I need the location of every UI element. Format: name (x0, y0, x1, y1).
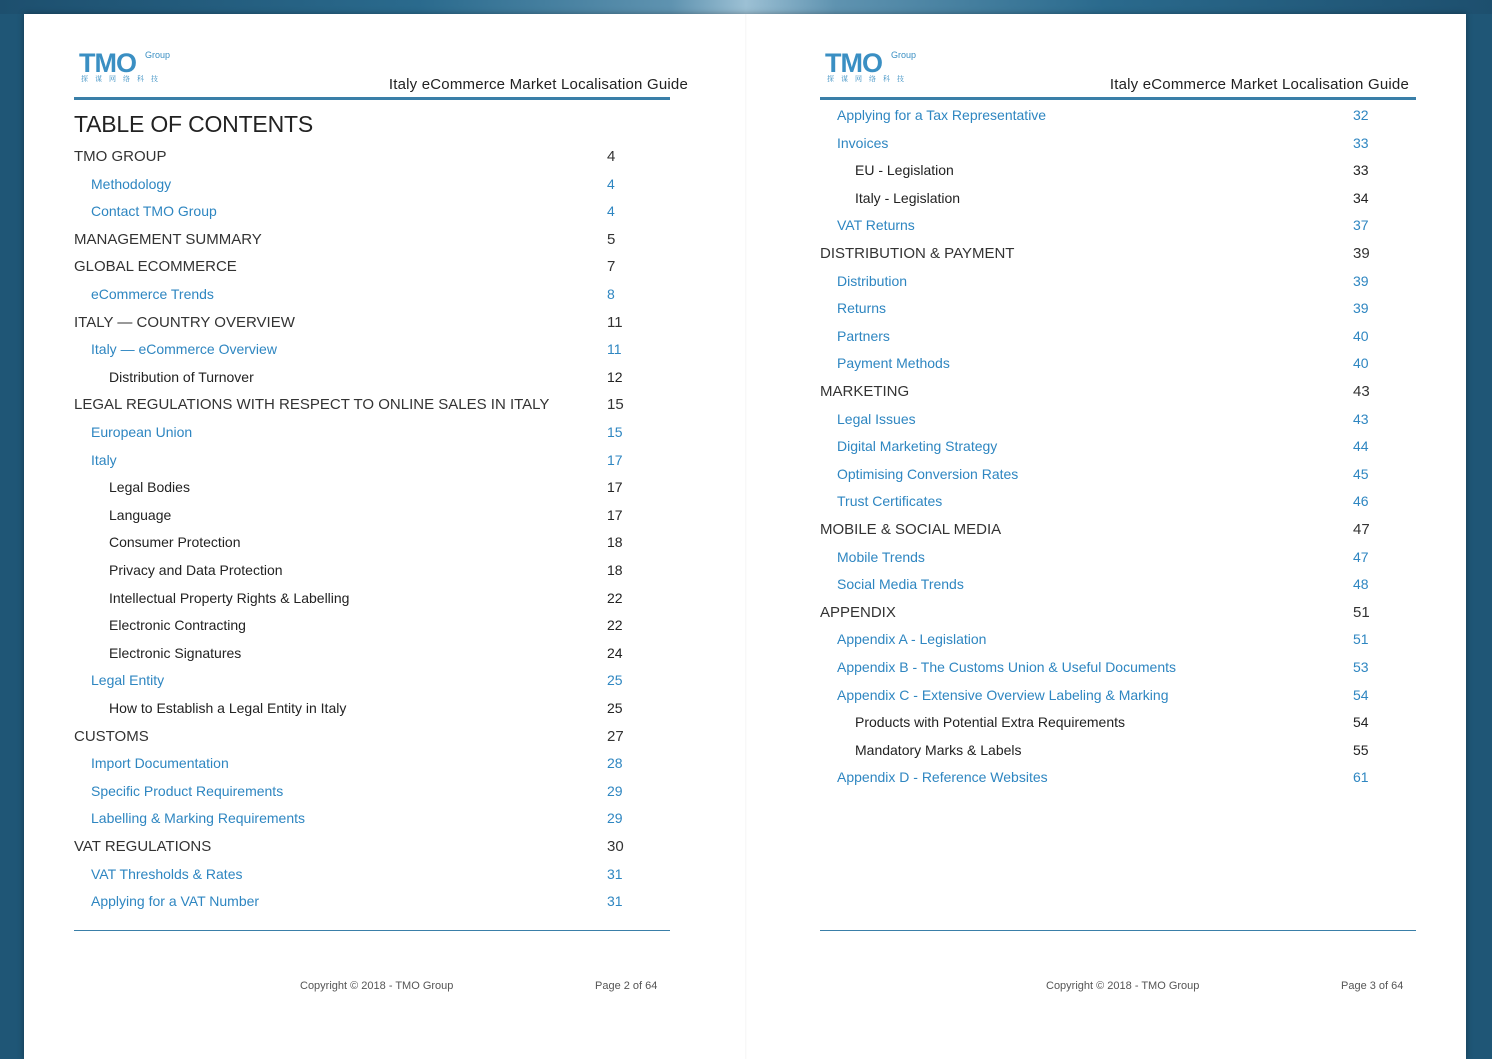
toc-subsection-link[interactable] (745, 411, 1466, 431)
toc-entry-label: Distribution (837, 272, 908, 289)
toc-entry-page: 17 (607, 506, 623, 523)
toc-entry-page: 33 (1353, 162, 1369, 179)
toc-entry-page: 40 (1353, 327, 1369, 344)
toc-entry-label: DISTRIBUTION & PAYMENT (820, 245, 1015, 262)
toc-section-entry (745, 245, 1466, 265)
toc-entry-page: 39 (1353, 300, 1369, 317)
toc-entry-page: 39 (1353, 272, 1369, 289)
page-right (745, 14, 1466, 1059)
toc-subsection-link[interactable] (745, 107, 1466, 127)
toc-entry-label: Applying for a VAT Number (91, 893, 260, 910)
toc-subsection-link[interactable] (745, 493, 1466, 513)
toc-entry-page: 27 (607, 727, 624, 745)
tmo-group-logo (825, 48, 955, 88)
toc-entry-label: Digital Marketing Strategy (837, 438, 998, 455)
toc-entry-page: 46 (1353, 493, 1369, 510)
toc-entry-label: ITALY — COUNTRY OVERVIEW (74, 313, 295, 331)
toc-entry-label: Electronic Signatures (109, 644, 242, 661)
toc-section-entry (24, 258, 745, 278)
toc-entry-page: 29 (607, 782, 623, 799)
toc-entry-label: Applying for a Tax Representative (837, 107, 1047, 123)
toc-entry-page: 24 (607, 644, 623, 661)
toc-entry-label: Appendix B - The Customs Union & Useful Documents (837, 659, 1177, 675)
toc-entry-label: MARKETING (820, 383, 910, 400)
toc-entry-label: Returns (837, 300, 887, 317)
toc-entry-page: 47 (1353, 521, 1370, 538)
toc-entry-page: 61 (1353, 769, 1369, 786)
toc-entry-page: 18 (607, 534, 623, 551)
toc-entry-page: 51 (1353, 603, 1370, 621)
toc-entry-label: Labelling & Marking Requirements (91, 810, 305, 827)
toc-entry-label: Appendix A - Legislation (837, 631, 987, 648)
toc-subsection-link[interactable] (24, 755, 745, 775)
footer-copyright: Copyright © 2018 - TMO Group (1046, 980, 1200, 992)
toc-subsubsection-entry (24, 700, 745, 720)
toc-subsection-link[interactable] (745, 135, 1466, 155)
toc-subsection-link[interactable] (24, 452, 745, 472)
toc-entry-page: 44 (1353, 438, 1369, 455)
toc-entry-label: Trust Certificates (837, 493, 943, 510)
logo-text: TMO (825, 48, 882, 78)
toc-entry-page: 7 (607, 258, 616, 276)
toc-subsection-link[interactable] (745, 466, 1466, 486)
toc-subsubsection-entry (24, 590, 745, 610)
toc-entry-page: 43 (1353, 383, 1370, 400)
toc-subsection-link[interactable] (745, 328, 1466, 348)
toc-entry-page: 17 (607, 451, 623, 468)
toc-entry-label: GLOBAL ECOMMERCE (74, 258, 237, 276)
toc-entry-label: VAT REGULATIONS (74, 838, 212, 855)
toc-section-entry (24, 231, 745, 251)
toc-entry-label: Appendix C - Extensive Overview Labeling & Marking (837, 686, 1169, 703)
toc-subsection-link[interactable] (24, 672, 745, 692)
toc-entry-label: Italy (91, 451, 117, 468)
toc-entry-label: Products with Potential Extra Requirements (855, 714, 1126, 731)
footer-page-number: Page 2 of 64 (595, 980, 658, 992)
page-left (24, 14, 745, 1059)
toc-subsubsection-entry (24, 562, 745, 582)
toc-subsection-link[interactable] (24, 203, 745, 223)
toc-entry-page: 31 (607, 865, 623, 882)
toc-heading: TABLE OF CONTENTS (74, 111, 313, 137)
toc-subsection-link[interactable] (745, 273, 1466, 293)
toc-entry-label: VAT Thresholds & Rates (91, 865, 243, 882)
toc-entry-page: 28 (607, 755, 623, 772)
toc-entry-page: 4 (607, 175, 615, 192)
toc-subsubsection-entry (24, 617, 745, 637)
toc-entry-page: 51 (1353, 631, 1369, 648)
toc-entry-label: Appendix D - Reference Websites (837, 769, 1048, 786)
toc-entry-page: 54 (1353, 686, 1369, 703)
toc-entry-label: VAT Returns (837, 217, 915, 234)
header-rule (74, 97, 670, 100)
toc-section-entry (745, 604, 1466, 624)
toc-entry-page: 15 (607, 396, 624, 414)
toc-entry-label: Distribution of Turnover (109, 368, 254, 385)
header-guide-title: Italy eCommerce Market Localisation Guide (388, 76, 688, 93)
toc-entry-page: 5 (607, 230, 616, 248)
toc-entry-page: 47 (1353, 548, 1369, 565)
toc-entry-page: 48 (1353, 576, 1369, 593)
toc-entry-label: Contact TMO Group (91, 203, 217, 220)
toc-entry-page: 45 (1353, 465, 1369, 482)
toc-entry-label: Intellectual Property Rights & Labelling (109, 589, 350, 606)
toc-subsection-link[interactable] (24, 866, 745, 886)
toc-entry-label: Electronic Contracting (109, 617, 246, 634)
toc-entry-page: 34 (1353, 189, 1369, 206)
toc-entry-label: Partners (837, 327, 890, 344)
toc-entry-label: MANAGEMENT SUMMARY (74, 230, 262, 248)
logo-text: TMO (79, 48, 136, 78)
toc-subsection-link[interactable] (745, 549, 1466, 569)
toc-subsection-link[interactable] (24, 893, 745, 913)
toc-subsubsection-entry (24, 479, 745, 499)
toc-subsection-link[interactable] (745, 576, 1466, 596)
header-rule (820, 97, 1416, 100)
toc-entry-label: CUSTOMS (74, 727, 149, 745)
toc-entry-page: 43 (1353, 410, 1369, 427)
toc-entry-label: Import Documentation (91, 755, 229, 772)
toc-entry-label: Italy - Legislation (855, 189, 961, 206)
toc-entry-page: 39 (1353, 245, 1370, 262)
toc-subsubsection-entry (745, 714, 1466, 734)
toc-entry-page: 33 (1353, 134, 1369, 151)
toc-entry-page: 37 (1353, 217, 1369, 234)
toc-subsection-link[interactable] (24, 783, 745, 803)
toc-section-entry (24, 838, 745, 858)
toc-entry-label: LEGAL REGULATIONS WITH RESPECT TO ONLINE SALES IN ITALY (74, 396, 550, 414)
top-window-strip (0, 0, 1492, 14)
toc-subsubsection-entry (745, 162, 1466, 182)
toc-entry-label: Legal Entity (91, 672, 165, 689)
logo-group-text: Group (891, 50, 917, 60)
footer-page-number: Page 3 of 64 (1341, 980, 1404, 992)
toc-entry-label: Payment Methods (837, 355, 950, 372)
toc-subsubsection-entry (24, 507, 745, 527)
toc-entry-page: 8 (607, 286, 615, 302)
toc-entry-page: 40 (1353, 355, 1369, 372)
toc-entry-label: Methodology (91, 175, 172, 192)
toc-subsection-link[interactable] (24, 176, 745, 196)
toc-entry-label: Mandatory Marks & Labels (855, 741, 1022, 758)
toc-subsubsection-entry (24, 369, 745, 389)
toc-entry-label: European Union (91, 424, 193, 440)
toc-entry-label: EU - Legislation (855, 162, 954, 179)
logo-chinese-text: 探谋网络科技 (81, 76, 165, 83)
tmo-group-logo (79, 48, 209, 88)
toc-entry-page: 55 (1353, 741, 1369, 758)
toc-entry-label: Mobile Trends (837, 548, 925, 565)
toc-entry-page: 15 (607, 424, 623, 440)
toc-entry-page: 11 (607, 313, 623, 331)
toc-section-entry (24, 396, 745, 416)
toc-subsubsection-entry (24, 645, 745, 665)
toc-entry-page: 22 (607, 589, 623, 606)
toc-entry-label: Italy — eCommerce Overview (91, 341, 277, 358)
footer-copyright: Copyright © 2018 - TMO Group (300, 980, 454, 992)
toc-subsection-link[interactable] (745, 687, 1466, 707)
toc-subsubsection-entry (745, 190, 1466, 210)
toc-entry-page: 18 (607, 562, 623, 578)
toc-subsection-link[interactable] (24, 424, 745, 444)
toc-entry-page: 17 (607, 479, 623, 496)
toc-entry-page: 22 (607, 617, 623, 634)
logo-group-text: Group (145, 50, 171, 60)
toc-subsection-link[interactable] (24, 341, 745, 361)
toc-entry-label: Privacy and Data Protection (109, 562, 283, 578)
toc-section-entry (24, 148, 745, 168)
toc-section-entry (745, 383, 1466, 403)
toc-entry-page: 25 (607, 672, 623, 689)
toc-subsection-link[interactable] (745, 659, 1466, 679)
toc-entry-label: MOBILE & SOCIAL MEDIA (820, 521, 1002, 538)
footer-rule (820, 930, 1416, 931)
toc-entry-label: Specific Product Requirements (91, 782, 284, 799)
toc-entry-page: 11 (607, 341, 622, 358)
toc-section-entry (24, 314, 745, 334)
toc-entry-label: Legal Bodies (109, 479, 190, 496)
toc-entry-page: 32 (1353, 107, 1369, 123)
document-spread (24, 14, 1466, 1059)
toc-subsection-link[interactable] (745, 355, 1466, 375)
toc-entry-label: Consumer Protection (109, 534, 241, 551)
toc-entry-label: APPENDIX (820, 603, 896, 621)
toc-entry-page: 54 (1353, 714, 1369, 731)
toc-subsubsection-entry (24, 534, 745, 554)
toc-entry-label: Language (109, 506, 172, 523)
toc-entry-page: 12 (607, 368, 623, 385)
toc-entry-page: 4 (607, 148, 616, 165)
footer-rule (74, 930, 670, 931)
toc-entry-page: 53 (1353, 659, 1369, 675)
toc-entry-label: Legal Issues (837, 410, 916, 427)
toc-subsection-link[interactable] (745, 300, 1466, 320)
toc-subsection-link[interactable] (24, 810, 745, 830)
toc-entry-label: TMO GROUP (74, 148, 167, 165)
toc-entry-label: eCommerce Trends (91, 286, 214, 302)
toc-subsection-link[interactable] (745, 631, 1466, 651)
toc-subsection-link[interactable] (745, 217, 1466, 237)
toc-subsubsection-entry (745, 742, 1466, 762)
toc-entry-page: 25 (607, 700, 623, 716)
toc-entry-page: 29 (607, 810, 623, 827)
toc-entry-page: 30 (607, 838, 624, 855)
toc-entry-page: 31 (607, 893, 623, 910)
toc-subsection-link[interactable] (24, 286, 745, 306)
toc-entry-label: Optimising Conversion Rates (837, 465, 1019, 482)
toc-section-entry (24, 728, 745, 748)
toc-entry-label: Social Media Trends (837, 576, 964, 593)
toc-section-entry (745, 521, 1466, 541)
toc-subsection-link[interactable] (745, 769, 1466, 789)
toc-subsection-link[interactable] (745, 438, 1466, 458)
header-guide-title: Italy eCommerce Market Localisation Guide (1109, 76, 1409, 93)
logo-chinese-text: 探谋网络科技 (827, 76, 911, 83)
toc-entry-label: How to Establish a Legal Entity in Italy (109, 700, 347, 716)
toc-entry-label: Invoices (837, 134, 889, 151)
toc-entry-page: 4 (607, 203, 615, 220)
